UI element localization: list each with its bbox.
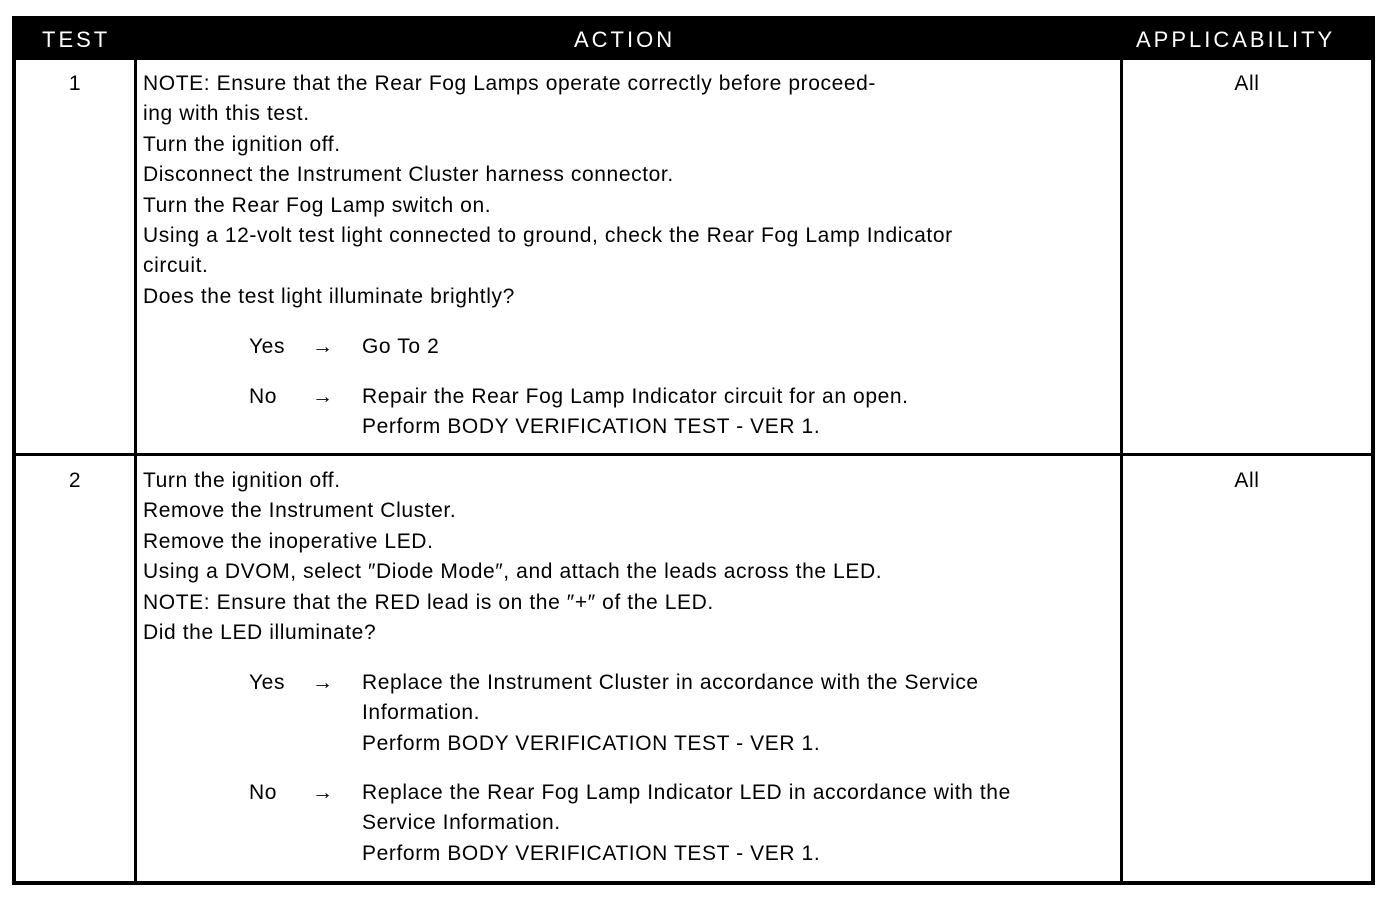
- test-number: 1: [68, 72, 82, 95]
- result-label: Yes: [249, 335, 286, 358]
- result-label: No: [249, 781, 278, 804]
- arrow-icon: →: [312, 335, 334, 358]
- arrow-icon: →: [312, 781, 334, 804]
- column-divider: [134, 60, 137, 881]
- table-header: [16, 20, 1371, 60]
- diagnostic-table: [12, 16, 1375, 885]
- result-line: Replace the Instrument Cluster in accordance with the Service: [362, 671, 979, 694]
- action-text: [143, 466, 882, 648]
- header-action: ACTION: [574, 27, 676, 52]
- action-line: Does the test light illuminate brightly?: [143, 284, 515, 308]
- result-text: [362, 332, 439, 362]
- result-text: [362, 668, 979, 759]
- action-line: NOTE: Ensure that the Rear Fog Lamps operate correctly before proceed-: [143, 72, 876, 95]
- action-line: Using a DVOM, select ″Diode Mode″, and attach the leads across the LED.: [143, 560, 883, 584]
- arrow-icon: →: [312, 671, 334, 694]
- action-line: Remove the inoperative LED.: [143, 529, 434, 553]
- test-number: 2: [68, 469, 82, 492]
- action-line: Turn the Rear Fog Lamp switch on.: [143, 193, 492, 217]
- action-line: Disconnect the Instrument Cluster harness connector.: [143, 163, 674, 187]
- action-line: Using a 12-volt test light connected to ground, check the Rear Fog Lamp Indicator: [143, 224, 953, 248]
- action-line: circuit.: [143, 254, 209, 278]
- action-line: Turn the ignition off.: [143, 132, 341, 156]
- result-line: Replace the Rear Fog Lamp Indicator LED in accordance with the: [362, 781, 1011, 804]
- row-divider: [16, 453, 1371, 456]
- result-line: Repair the Rear Fog Lamp Indicator circuit for an open.: [362, 385, 909, 408]
- result-text: [362, 778, 1011, 869]
- arrow-icon: →: [312, 385, 334, 408]
- result-label: Yes: [249, 671, 286, 694]
- header-applicability: APPLICABILITY: [1136, 27, 1336, 52]
- result-line: Perform BODY VERIFICATION TEST - VER 1.: [362, 731, 821, 755]
- action-line: NOTE: Ensure that the RED lead is on the ″+″ of the LED.: [143, 590, 714, 614]
- result-line: Perform BODY VERIFICATION TEST - VER 1.: [362, 415, 821, 439]
- result-line: Perform BODY VERIFICATION TEST - VER 1.: [362, 841, 821, 865]
- result-line: Service Information.: [362, 811, 561, 835]
- result-label: No: [249, 385, 278, 408]
- applicability-value: All: [1234, 72, 1260, 95]
- result-text: [362, 382, 909, 443]
- applicability-value: All: [1234, 469, 1260, 492]
- header-test: TEST: [42, 27, 111, 52]
- action-line: Did the LED illuminate?: [143, 621, 377, 645]
- result-line: Go To 2: [362, 335, 440, 358]
- action-text: [143, 69, 953, 312]
- action-line: ing with this test.: [143, 102, 310, 126]
- result-line: Information.: [362, 701, 481, 725]
- action-line: Remove the Instrument Cluster.: [143, 499, 457, 523]
- action-line: Turn the ignition off.: [143, 469, 341, 492]
